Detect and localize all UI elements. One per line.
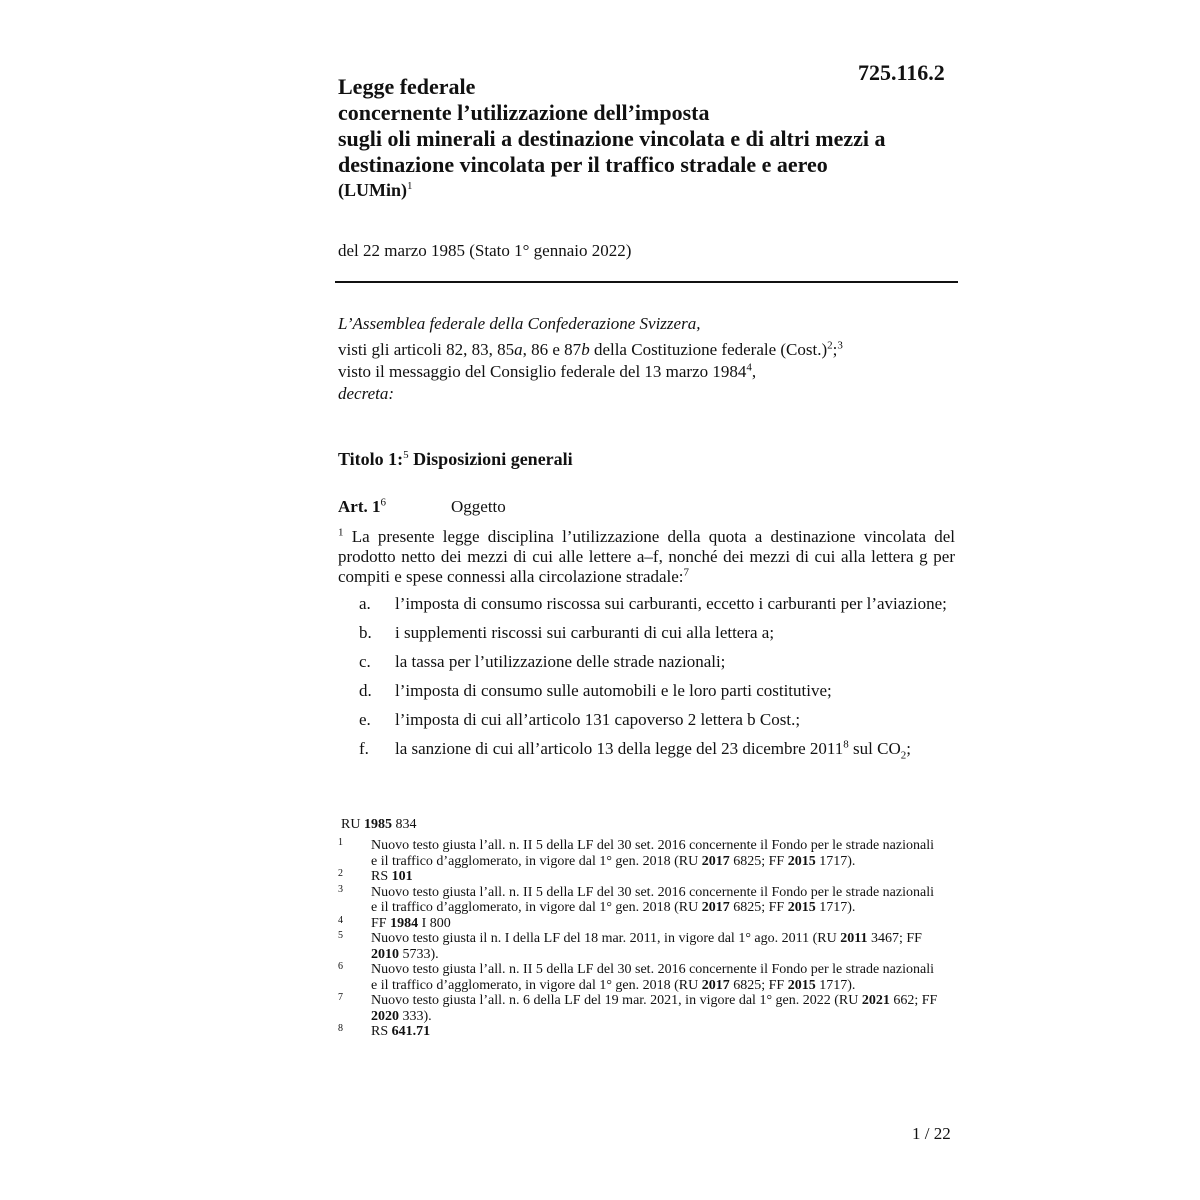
footnote-ref-4[interactable]: 4: [746, 361, 752, 374]
footnote-text: Nuovo testo giusta il n. I della LF del 18 mar. 2011, in vigore dal 1° ago. 2011 (RU: [371, 931, 841, 946]
footnote-5: [338, 931, 938, 962]
item-letter: e.: [359, 710, 371, 729]
article-item-list: [338, 594, 955, 774]
footnote-number: 8: [338, 1023, 343, 1034]
footnote-text: RS: [371, 869, 392, 884]
item-text: l’imposta di cui all’articolo 131 capoverso 2 lettera b Cost.;: [395, 710, 801, 729]
preamble-text-italic: a: [514, 340, 523, 359]
footnote-text: 3467; FF: [867, 931, 922, 946]
footnote-text: 6825; FF: [729, 900, 788, 915]
preamble: [338, 313, 978, 405]
list-item: [338, 623, 955, 643]
footnote-number: 6: [338, 961, 343, 972]
footnote-1: [338, 838, 938, 869]
footnote-bold: 2017: [701, 900, 730, 915]
footnote-ref-5[interactable]: 5: [403, 449, 409, 461]
footnote-bold: 2010: [371, 946, 399, 962]
preamble-text: visti gli articoli 82, 83, 85: [338, 340, 515, 359]
footnote-number: 7: [338, 992, 343, 1003]
section-label: Titolo 1:: [338, 449, 404, 469]
footnote-2: [338, 869, 938, 885]
footnote-bold: 2017: [701, 853, 730, 869]
footnote-bold: 2015: [787, 900, 816, 915]
preamble-text: visto il messaggio del Consiglio federale del 13 marzo 1984: [338, 362, 747, 381]
footnote-bold: 2011: [840, 931, 868, 946]
footnote-bold: 1984: [390, 915, 419, 931]
preamble-decree: decreta:: [338, 384, 395, 403]
title-line: Legge federale: [338, 74, 476, 99]
item-text: la tassa per l’utilizzazione delle strade nazionali;: [395, 652, 726, 671]
footnote-number: 1: [338, 837, 343, 848]
item-letter: b.: [359, 623, 372, 642]
ru-year: 1985: [363, 817, 392, 832]
footnote-text: FF: [371, 915, 391, 931]
footnote-text: 6825; FF: [729, 977, 788, 993]
article-heading: [338, 496, 506, 517]
footnote-4: [338, 916, 938, 932]
footnote-text: 1717).: [815, 900, 856, 915]
short-title-text: (LUMin): [338, 180, 407, 200]
item-letter: c.: [359, 652, 371, 671]
official-compilation-ref: [341, 817, 416, 833]
list-item: [338, 710, 955, 730]
footnote-3: [338, 885, 938, 916]
page-number: 1 / 22: [912, 1124, 951, 1143]
short-title: [338, 180, 413, 201]
preamble-text: , 86 e 87: [522, 340, 582, 359]
footnote-text: 1717).: [815, 977, 856, 993]
header-divider: [335, 281, 958, 283]
footnote-bold: 2021: [861, 993, 890, 1008]
footnote-bold: 2017: [701, 977, 730, 993]
section-title-text: Disposizioni generali: [408, 449, 573, 469]
title-line: concernente l’utilizzazione dell’imposta: [338, 100, 710, 125]
list-item: [338, 681, 955, 701]
item-text: i supplementi riscossi sui carburanti di cui alla lettera a;: [395, 623, 775, 642]
footnote-number: 2: [338, 868, 343, 879]
footnote-text: RS: [371, 1024, 392, 1039]
footnote-ref-3[interactable]: 3: [837, 339, 843, 352]
footnote-6: [338, 962, 938, 993]
preamble-text: della Costituzione federale (Cost.): [589, 340, 828, 359]
footnote-bold: 2020: [371, 1008, 399, 1024]
footnote-bold: 2015: [787, 853, 816, 869]
footnote-number: 5: [338, 930, 343, 941]
footnote-text: 5733).: [399, 946, 439, 962]
item-text: l’imposta di consumo sulle automobili e le loro parti costitutive;: [395, 681, 832, 700]
item-text: la sanzione di cui all’articolo 13 della legge del 23 dicembre 2011: [395, 739, 844, 758]
footnote-bold: 101: [391, 869, 413, 884]
preamble-issuer: L’Assemblea federale della Confederazione Svizzera,: [338, 314, 701, 333]
footnote-text: Nuovo testo giusta l’all. n. II 5 della LF del 30 set. 2016 concernente il Fondo per le strade nazionali e il traffico d’agglomerato, in vigore dal 1° gen. 2018 (RU: [371, 838, 934, 869]
item-text: ;: [906, 739, 911, 758]
footnote-text: 662; FF: [889, 993, 938, 1008]
footnote-text: Nuovo testo giusta l’all. n. II 5 della LF del 30 set. 2016 concernente il Fondo per le strade nazionali e il traffico d’agglomerato, in vigore dal 1° gen. 2018 (RU: [371, 884, 934, 915]
footnote-ref-8[interactable]: 8: [843, 738, 849, 751]
footnote-text: Nuovo testo giusta l’all. n. 6 della LF del 19 mar. 2021, in vigore dal 1° gen. 2022 (RU: [371, 993, 862, 1008]
footnote-text: I 800: [418, 915, 451, 931]
footnotes: [338, 838, 938, 1040]
footnote-8: [338, 1024, 938, 1040]
preamble-text: ;: [832, 340, 838, 359]
item-text: l’imposta di consumo riscossa sui carburanti, eccetto i carburanti per l’aviazione;: [395, 594, 947, 613]
footnote-ref-6[interactable]: 6: [380, 496, 386, 509]
preamble-message: [338, 361, 978, 383]
paragraph-text: La presente legge disciplina l’utilizzazione della quota a destinazione vincolata del prodotto netto dei mezzi di cui alle lettere a–f, nonché dei mezzi di cui alla lettera g per compiti e spese connessi alla circolazione stradale:: [338, 527, 955, 586]
law-title: [338, 74, 978, 178]
footnote-text: 1717).: [815, 853, 856, 869]
item-letter: d.: [359, 681, 372, 700]
article-paragraph: [338, 527, 955, 587]
ru-label: RU: [341, 817, 364, 832]
footnote-text: 6825; FF: [729, 853, 788, 869]
section-title: [338, 449, 573, 470]
document-number: 725.116.2: [858, 60, 945, 85]
title-line: destinazione vincolata per il traffico stradale e aereo: [338, 152, 828, 177]
footnote-bold: 2015: [787, 977, 816, 993]
list-item: [338, 652, 955, 672]
footnote-text: Nuovo testo giusta l’all. n. II 5 della LF del 30 set. 2016 concernente il Fondo per le strade nazionali e il traffico d’agglomerato, in vigore dal 1° gen. 2018 (RU: [371, 962, 934, 993]
item-text: sul CO: [848, 739, 901, 758]
footnote-number: 4: [338, 914, 343, 926]
footnote-text: 333).: [399, 1008, 432, 1024]
footnote-ref-2[interactable]: 2: [827, 339, 833, 352]
footnote-number: 3: [338, 883, 343, 895]
footnote-ref-7[interactable]: 7: [683, 566, 690, 579]
subscript-2: 2: [900, 749, 907, 762]
article-subject: Oggetto: [451, 497, 506, 516]
preamble-legal-basis: [338, 339, 978, 361]
preamble-text: ,: [751, 362, 757, 381]
item-letter: a.: [359, 594, 371, 613]
law-date: del 22 marzo 1985 (Stato 1° gennaio 2022): [338, 241, 632, 260]
title-line: sugli oli minerali a destinazione vincolata e di altri mezzi a: [338, 126, 886, 151]
paragraph-number: 1: [338, 526, 344, 539]
ru-page: 834: [391, 817, 417, 832]
footnote-7: [338, 993, 938, 1024]
preamble-text-italic: b: [581, 340, 590, 359]
footnote-ref-1[interactable]: 1: [407, 180, 413, 192]
article-label: Art. 1: [338, 497, 381, 516]
list-item: [338, 739, 955, 765]
footnote-bold: 641.71: [391, 1024, 431, 1039]
list-item: [338, 594, 955, 614]
item-letter: f.: [359, 739, 369, 758]
